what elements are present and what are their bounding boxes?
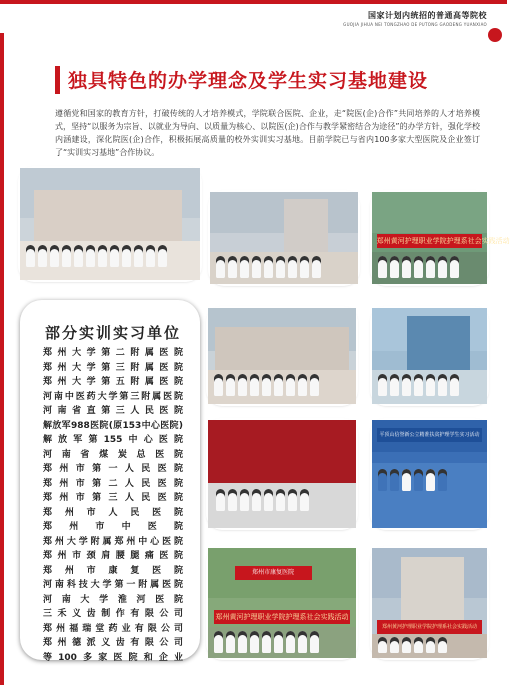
banner-text-1: 郑州黄河护理职业学院护理系社会实践活动 bbox=[377, 234, 483, 248]
photo-hospital-group-2 bbox=[210, 192, 358, 284]
list-item: 郑州市颈肩腰腿痛医院 bbox=[43, 551, 183, 561]
photo-rehab-hospital bbox=[208, 548, 356, 658]
list-item: 等100多家医院和企业 bbox=[43, 652, 183, 663]
units-title: 部分实训实习单位 bbox=[45, 324, 182, 342]
school-brand bbox=[343, 10, 487, 27]
title-accent-bar bbox=[55, 66, 60, 94]
list-item: 河南科技大学第一附属医院 bbox=[43, 580, 183, 590]
list-item: 河南省煤炭总医院 bbox=[43, 449, 183, 460]
list-item: 郑州福瑞堂药业有限公司 bbox=[43, 623, 183, 634]
units-list bbox=[43, 346, 183, 665]
banner-text-4: 郑州黄河护理职业学院护理系社会实践活动 bbox=[377, 620, 483, 634]
list-item: 郑州大学第二附属医院 bbox=[43, 348, 183, 358]
list-item: 河南大学淮河医院 bbox=[43, 594, 183, 605]
list-item: 河南省直第三人民医院 bbox=[43, 406, 183, 416]
list-item: 解放军第155中心医院 bbox=[43, 435, 183, 445]
photo-hospital-group-3 bbox=[208, 308, 356, 404]
page-header bbox=[0, 0, 507, 33]
school-name-en: GUOJIA JIHUA NEI TONGZHAO DE PUTONG GAODENG YUANXIAO bbox=[343, 22, 487, 27]
list-item: 三禾义齿制作有限公司 bbox=[43, 609, 183, 619]
list-item: 河南中医药大学第三附属医院 bbox=[43, 391, 183, 402]
list-item: 郑州市中医院 bbox=[43, 522, 183, 532]
hospital-sign: 郑州市康复医院 bbox=[235, 566, 312, 580]
list-item: 郑州市人民医院 bbox=[43, 507, 183, 518]
list-item: 解放军988医院(原153中心医院) bbox=[43, 420, 183, 431]
list-item: 郑州市第二人民医院 bbox=[43, 478, 183, 489]
photo-hospital-group-4 bbox=[372, 308, 487, 404]
list-item: 郑州德派义齿有限公司 bbox=[43, 638, 183, 648]
header-stripe bbox=[0, 0, 507, 4]
banner-text-3: 郑州黄河护理职业学院护理系社会实践活动 bbox=[214, 610, 350, 624]
list-item: 郑州市康复医院 bbox=[43, 565, 183, 576]
school-name-cn: 国家计划内统招的普通高等院校 bbox=[368, 11, 487, 20]
school-logo-icon bbox=[488, 28, 502, 42]
page-title: 独具特色的办学理念及学生实习基地建设 bbox=[68, 70, 429, 92]
list-item: 郑州大学第五附属医院 bbox=[43, 377, 183, 387]
left-accent-stripe bbox=[0, 33, 4, 685]
photo-practice-activity-2 bbox=[372, 420, 487, 528]
photo-practice-activity-3 bbox=[372, 548, 487, 658]
intro-paragraph: 遵循党和国家的教育方针，打破传统的人才培养模式，学院联合医院、企业，走“院医(企)合作”共同培养的人才培养模式，坚持“以服务为宗旨、以就业为导向、以质量为核心、以院医(企)合作与教学紧密结合为途径”的办学方针，强化学校内涵建设，深化院医(企)合作，积极拓展高质量的校外实训实习基地。目前学院已与省内100多家大型医院及企业签订了“实训实习基地”合作协议。 bbox=[55, 109, 480, 157]
list-item: 郑州大学附属郑州中心医院 bbox=[43, 536, 183, 547]
banner-text-2: 平顶山信誉新公立精准扶贫护理学生实习活动 bbox=[377, 428, 483, 442]
list-item: 郑州市第三人民医院 bbox=[43, 493, 183, 503]
photo-signing-ceremony bbox=[208, 420, 356, 528]
photo-hospital-group-1 bbox=[20, 168, 200, 280]
photo-practice-activity-1 bbox=[372, 192, 510, 284]
list-item: 郑州市第一人民医院 bbox=[43, 464, 183, 474]
list-item: 郑州大学第三附属医院 bbox=[43, 362, 183, 373]
